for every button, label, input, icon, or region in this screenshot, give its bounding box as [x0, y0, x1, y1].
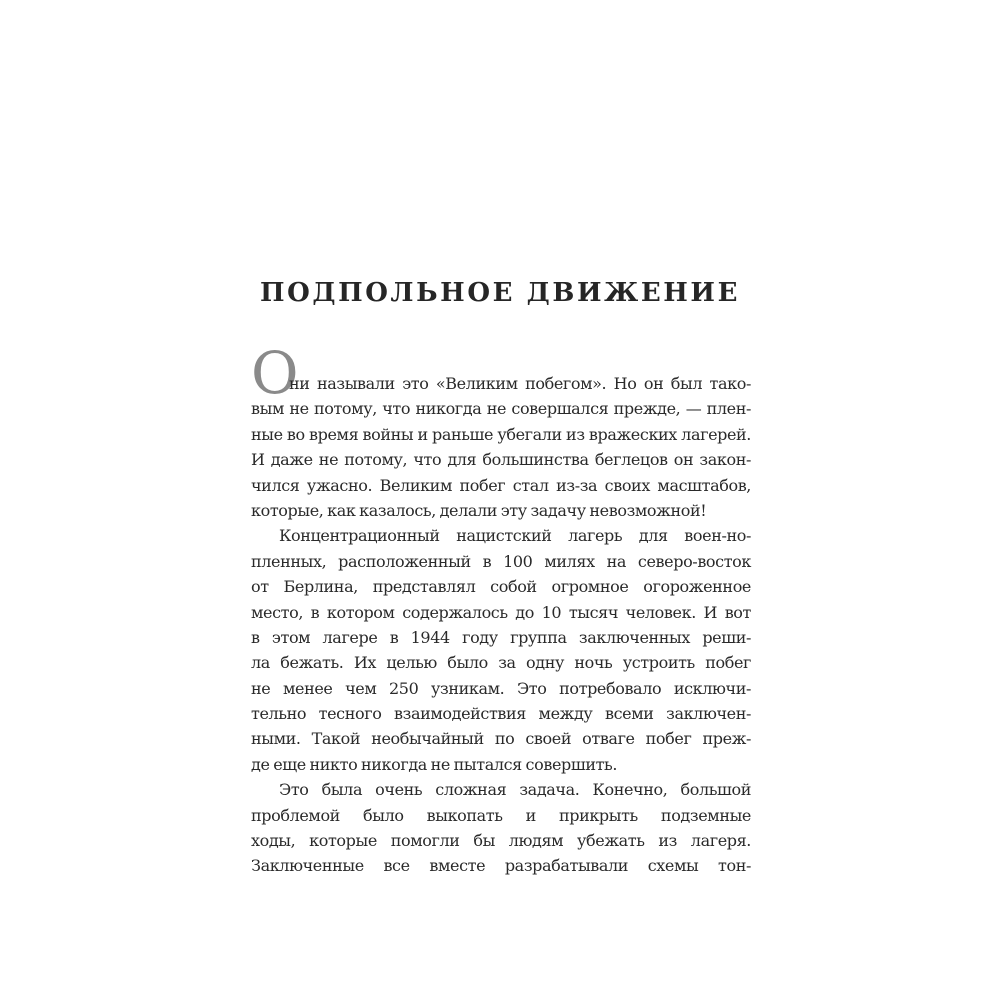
text-line: ходы, которые помогли бы людям убежать из лагеря.: [251, 831, 751, 851]
text-line: не менее чем 250 узникам. Это потребовало исключи-: [251, 678, 751, 698]
text-line: вым не потому, что никогда не совершался прежде, — плен-: [251, 399, 751, 419]
text-line: И даже не потому, что для большинства беглецов он закон-: [251, 450, 751, 470]
text-line: ные во время войны и раньше убегали из вражеских лагерей.: [251, 424, 751, 444]
chapter-title: ПОДПОЛЬНОЕ ДВИЖЕНИЕ: [260, 278, 740, 308]
text-line: ными. Такой необычайный по своей отваге побег преж-: [251, 729, 751, 749]
text-line: Это была очень сложная задача. Конечно, большой: [279, 780, 751, 800]
paragraph-2: [251, 523, 751, 777]
text-line: Концентрационный нацистский лагерь для воен-но-: [279, 526, 751, 546]
text-line: от Берлина, представлял собой огромное огороженное: [251, 577, 751, 597]
text-line: место, в котором содержалось до 10 тысяч человек. И вот: [251, 602, 751, 622]
drop-cap-letter: О: [251, 339, 299, 407]
paragraph-3: [251, 777, 751, 879]
text-line: ни называли это «Великим побегом». Но он был тако-: [289, 374, 751, 393]
text-line: Заключенные все вместе разрабатывали схемы тон-: [251, 856, 751, 876]
text-line: проблемой было выкопать и прикрыть подземные: [251, 805, 751, 825]
text-line: чился ужасно. Великим побег стал из-за своих масштабов,: [251, 475, 751, 495]
paragraph-1: [251, 371, 751, 523]
body-text: [251, 371, 751, 879]
text-line: ла бежать. Их целью было за одну ночь устроить побег: [251, 653, 751, 673]
text-line: тельно тесного взаимодействия между всеми заключен-: [251, 704, 751, 724]
text-line: де еще никто никогда не пытался совершить.: [251, 754, 618, 774]
text-line: которые, как казалось, делали эту задачу невозможной!: [251, 500, 707, 520]
text-line: пленных, расположенный в 100 милях на северо-восток: [251, 551, 751, 571]
text-line: в этом лагере в 1944 году группа заключенных реши-: [251, 627, 751, 647]
